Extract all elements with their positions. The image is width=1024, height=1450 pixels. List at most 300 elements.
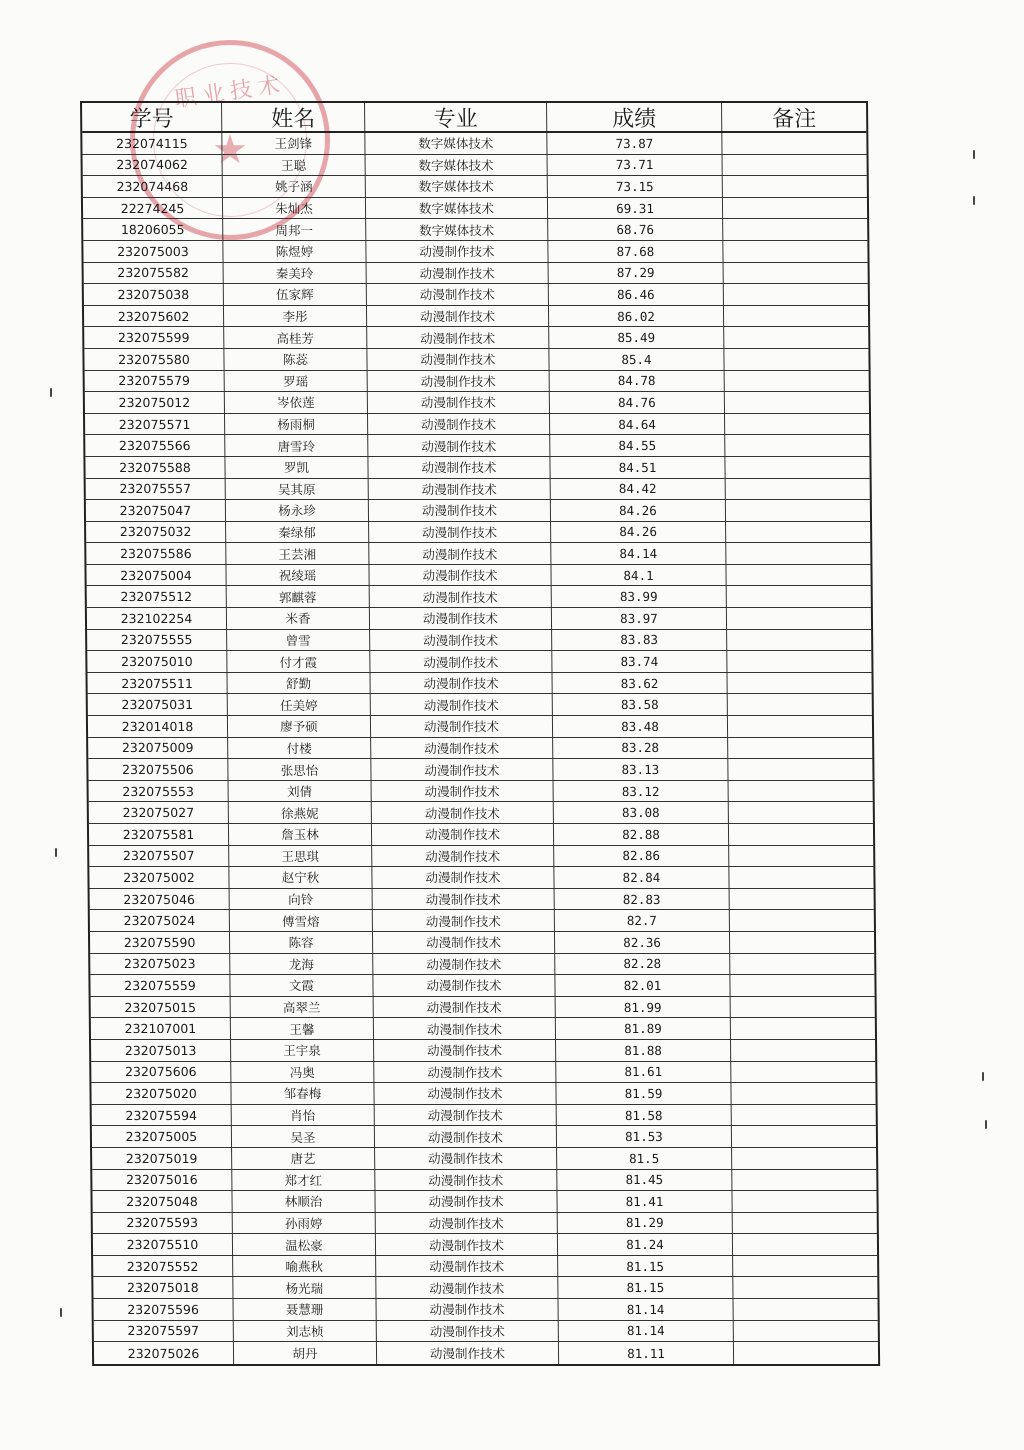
major-cell: 动漫制作技术 (367, 284, 549, 305)
major-cell: 动漫制作技术 (376, 1234, 558, 1255)
major-cell: 动漫制作技术 (373, 954, 555, 975)
table-row (86, 543, 870, 565)
name-cell: 赵宁秋 (229, 867, 372, 888)
student-id-cell: 232075004 (86, 565, 226, 586)
note-cell (727, 608, 871, 629)
table-row (92, 1191, 876, 1213)
note-cell (731, 1062, 875, 1083)
note-cell (731, 997, 875, 1018)
student-id-cell: 232075018 (93, 1277, 233, 1298)
table-row (93, 1277, 877, 1299)
score-cell: 82.36 (555, 932, 730, 953)
table-row (93, 1256, 877, 1278)
table-row (86, 522, 870, 544)
score-cell: 85.4 (549, 349, 724, 370)
major-cell: 动漫制作技术 (376, 1213, 558, 1234)
table-row (90, 910, 874, 932)
name-cell: 祝绫瑶 (226, 565, 369, 586)
table-row (83, 219, 867, 241)
student-id-cell: 232074115 (82, 133, 222, 154)
note-cell (732, 1191, 876, 1212)
major-cell: 动漫制作技术 (368, 457, 550, 478)
note-cell (724, 284, 868, 305)
name-cell: 秦绿郁 (226, 522, 369, 543)
note-cell (726, 522, 870, 543)
scan-mark (50, 388, 52, 397)
table-row (85, 457, 869, 479)
note-cell (723, 219, 867, 240)
score-cell: 83.74 (552, 651, 727, 672)
name-cell: 高翠兰 (231, 997, 374, 1018)
score-cell: 84.78 (550, 371, 725, 392)
score-cell: 84.14 (551, 543, 726, 564)
name-cell: 聂慧珊 (234, 1299, 377, 1320)
note-cell (727, 651, 871, 672)
name-cell: 付楼 (228, 738, 371, 759)
note-cell (730, 954, 874, 975)
table-row (84, 306, 868, 328)
score-cell: 84.76 (550, 392, 725, 413)
major-cell: 动漫制作技术 (371, 759, 553, 780)
note-cell (727, 630, 871, 651)
score-cell: 82.7 (555, 910, 730, 931)
name-cell: 王馨 (231, 1018, 374, 1039)
table-row (83, 155, 867, 177)
major-cell: 数字媒体技术 (366, 219, 548, 240)
note-cell (728, 738, 872, 759)
name-cell: 徐燕妮 (229, 802, 372, 823)
name-cell: 王剑锋 (222, 133, 365, 154)
note-cell (724, 327, 868, 348)
student-id-cell: 232075010 (87, 651, 227, 672)
student-id-cell: 22274245 (83, 198, 223, 219)
table-row (85, 371, 869, 393)
name-cell: 舒勤 (227, 673, 370, 694)
student-id-cell: 232075012 (85, 392, 225, 413)
name-cell: 秦美玲 (224, 263, 367, 284)
table-row (92, 1148, 876, 1170)
student-id-cell: 232075005 (92, 1126, 232, 1147)
table-row (91, 997, 875, 1019)
score-cell: 83.97 (552, 608, 727, 629)
table-row (92, 1126, 876, 1148)
note-cell (729, 802, 873, 823)
name-cell: 温松豪 (233, 1234, 376, 1255)
table-header-row (82, 103, 866, 133)
student-id-cell: 232075038 (84, 284, 224, 305)
student-id-cell: 232014018 (88, 716, 228, 737)
major-cell: 数字媒体技术 (366, 198, 548, 219)
name-cell: 冯奥 (231, 1062, 374, 1083)
table-row (88, 738, 872, 760)
major-cell: 动漫制作技术 (375, 1126, 557, 1147)
table-row (84, 284, 868, 306)
major-cell: 动漫制作技术 (372, 867, 554, 888)
score-cell: 87.68 (548, 241, 723, 262)
score-cell: 83.28 (553, 738, 728, 759)
note-cell (724, 306, 868, 327)
note-cell (723, 176, 867, 197)
name-cell: 陈蕊 (224, 349, 367, 370)
table-row (90, 932, 874, 954)
major-cell: 动漫制作技术 (368, 392, 550, 413)
score-cell: 81.15 (558, 1256, 733, 1277)
major-cell: 动漫制作技术 (370, 608, 552, 629)
table-row (92, 1105, 876, 1127)
table-row (89, 846, 873, 868)
name-cell: 龙海 (230, 954, 373, 975)
student-id-cell: 232075593 (93, 1213, 233, 1234)
header-major: 专业 (365, 103, 547, 131)
name-cell: 杨雨桐 (225, 414, 368, 435)
score-cell: 82.88 (554, 824, 729, 845)
score-cell: 83.99 (552, 586, 727, 607)
major-cell: 动漫制作技术 (374, 1062, 556, 1083)
note-cell (729, 824, 873, 845)
major-cell: 动漫制作技术 (373, 932, 555, 953)
score-cell: 86.46 (549, 284, 724, 305)
score-cell: 81.53 (557, 1126, 732, 1147)
note-cell (725, 457, 869, 478)
note-cell (725, 392, 869, 413)
note-cell (728, 694, 872, 715)
note-cell (730, 932, 874, 953)
student-id-cell: 232075553 (89, 781, 229, 802)
score-cell: 73.15 (548, 176, 723, 197)
score-cell: 81.88 (556, 1040, 731, 1061)
score-cell: 84.51 (550, 457, 725, 478)
name-cell: 吴圣 (232, 1126, 375, 1147)
note-cell (729, 846, 873, 867)
name-cell: 李彤 (224, 306, 367, 327)
student-id-cell: 232075579 (85, 371, 225, 392)
name-cell: 张思怡 (228, 759, 371, 780)
score-cell: 69.31 (548, 198, 723, 219)
scan-mark (973, 196, 975, 205)
student-id-cell: 232075032 (86, 522, 226, 543)
score-cell: 81.99 (556, 997, 731, 1018)
score-cell: 85.49 (549, 327, 724, 348)
score-cell: 84.26 (551, 500, 726, 521)
table-row (92, 1170, 876, 1192)
score-cell: 83.12 (554, 781, 729, 802)
major-cell: 动漫制作技术 (372, 802, 554, 823)
student-id-cell: 232075507 (89, 846, 229, 867)
major-cell: 动漫制作技术 (371, 694, 553, 715)
student-id-cell: 232075013 (91, 1040, 231, 1061)
student-id-cell: 232075566 (85, 435, 225, 456)
note-cell (727, 673, 871, 694)
student-id-cell: 232075552 (93, 1256, 233, 1277)
table-row (89, 781, 873, 803)
score-cell: 82.86 (554, 846, 729, 867)
student-id-cell: 232075590 (90, 932, 230, 953)
scan-mark (982, 1072, 984, 1081)
student-id-cell: 232075511 (87, 673, 227, 694)
score-cell: 84.1 (551, 565, 726, 586)
table-row (87, 630, 871, 652)
name-cell: 王聪 (223, 155, 366, 176)
major-cell: 动漫制作技术 (375, 1191, 557, 1212)
major-cell: 动漫制作技术 (369, 565, 551, 586)
student-id-cell: 232075020 (91, 1083, 231, 1104)
note-cell (731, 1018, 875, 1039)
header-note: 备注 (772, 106, 817, 131)
table-row (85, 435, 869, 457)
table-row (91, 1018, 875, 1040)
student-id-cell: 232074062 (83, 155, 223, 176)
name-cell: 唐雪玲 (225, 435, 368, 456)
student-id-cell: 232075555 (87, 630, 227, 651)
student-id-cell: 18206055 (83, 219, 223, 240)
table-row (86, 479, 870, 501)
scan-mark (973, 150, 975, 159)
note-cell (725, 414, 869, 435)
major-cell: 动漫制作技术 (374, 1040, 556, 1061)
score-cell: 83.62 (552, 673, 727, 694)
note-cell (729, 781, 873, 802)
major-cell: 动漫制作技术 (377, 1342, 559, 1364)
score-cell: 81.15 (558, 1277, 733, 1298)
major-cell: 动漫制作技术 (374, 997, 556, 1018)
name-cell: 杨光瑞 (233, 1277, 376, 1298)
name-cell: 付才霞 (227, 651, 370, 672)
table-row (88, 759, 872, 781)
name-cell: 邹春梅 (231, 1083, 374, 1104)
student-id-cell: 232075510 (93, 1234, 233, 1255)
major-cell: 动漫制作技术 (369, 543, 551, 564)
major-cell: 动漫制作技术 (371, 738, 553, 759)
student-id-cell: 232075002 (89, 867, 229, 888)
major-cell: 动漫制作技术 (367, 327, 549, 348)
note-cell (733, 1213, 877, 1234)
table-row (85, 414, 869, 436)
name-cell: 刘倩 (229, 781, 372, 802)
major-cell: 动漫制作技术 (367, 349, 549, 370)
score-cell: 81.61 (556, 1062, 731, 1083)
major-cell: 动漫制作技术 (376, 1277, 558, 1298)
scan-mark (985, 1120, 987, 1129)
score-cell: 86.02 (549, 306, 724, 327)
table-row (90, 889, 874, 911)
student-id-cell: 232102254 (87, 608, 227, 629)
major-cell: 动漫制作技术 (370, 651, 552, 672)
score-cell: 82.28 (555, 954, 730, 975)
name-cell: 傅雪熔 (230, 910, 373, 931)
scan-mark (55, 848, 57, 857)
major-cell: 动漫制作技术 (375, 1105, 557, 1126)
student-id-cell: 232075027 (89, 802, 229, 823)
student-id-cell: 232075580 (84, 349, 224, 370)
name-cell: 郭麒蓉 (227, 586, 370, 607)
major-cell: 动漫制作技术 (375, 1148, 557, 1169)
table-row (89, 824, 873, 846)
student-id-cell: 232075015 (91, 997, 231, 1018)
name-cell: 肖怡 (232, 1105, 375, 1126)
header-name: 姓名 (222, 103, 365, 131)
table-row (84, 263, 868, 285)
score-cell: 84.26 (551, 522, 726, 543)
student-id-cell: 232075559 (90, 975, 230, 996)
score-cell: 81.41 (557, 1191, 732, 1212)
table-row (93, 1234, 877, 1256)
score-cell: 83.83 (552, 630, 727, 651)
major-cell: 动漫制作技术 (373, 889, 555, 910)
score-cell: 83.13 (553, 759, 728, 780)
score-cell: 83.48 (553, 716, 728, 737)
student-id-cell: 232075024 (90, 910, 230, 931)
table-row (86, 500, 870, 522)
note-cell (723, 241, 867, 262)
student-id-cell: 232075046 (90, 889, 230, 910)
name-cell: 陈容 (230, 932, 373, 953)
note-cell (726, 500, 870, 521)
student-id-cell: 232075019 (92, 1148, 232, 1169)
table-row (82, 133, 866, 155)
table-row (86, 565, 870, 587)
score-cell: 82.01 (555, 975, 730, 996)
student-id-cell: 232075026 (94, 1342, 234, 1364)
major-cell: 动漫制作技术 (370, 673, 552, 694)
name-cell: 郑才红 (232, 1170, 375, 1191)
score-cell: 84.55 (550, 435, 725, 456)
note-cell (732, 1126, 876, 1147)
note-cell (732, 1148, 876, 1169)
note-cell (726, 543, 870, 564)
student-id-cell: 232075571 (85, 414, 225, 435)
score-cell: 73.71 (548, 155, 723, 176)
score-cell: 81.24 (558, 1234, 733, 1255)
student-id-cell: 232075602 (84, 306, 224, 327)
major-cell: 数字媒体技术 (366, 155, 548, 176)
seal-text: 职业技术 (173, 72, 288, 113)
note-cell (731, 1083, 875, 1104)
student-id-cell: 232074468 (83, 176, 223, 197)
student-id-cell: 232075512 (87, 586, 227, 607)
note-cell (726, 565, 870, 586)
score-cell: 73.87 (547, 133, 722, 154)
score-cell: 84.42 (551, 479, 726, 500)
score-cell: 81.59 (556, 1083, 731, 1104)
table-row (94, 1321, 878, 1343)
header-score: 成绩 (547, 103, 722, 131)
name-cell: 吴其原 (226, 479, 369, 500)
table-row (88, 716, 872, 738)
student-id-cell: 232075596 (94, 1299, 234, 1320)
major-cell: 动漫制作技术 (367, 263, 549, 284)
note-cell (725, 435, 869, 456)
score-cell: 68.76 (548, 219, 723, 240)
student-id-cell: 232075606 (91, 1062, 231, 1083)
score-cell: 82.84 (554, 867, 729, 888)
student-id-cell: 232075031 (88, 694, 228, 715)
note-cell (733, 1256, 877, 1277)
table-row (89, 867, 873, 889)
name-cell: 曾雪 (227, 630, 370, 651)
table-row (90, 975, 874, 997)
table-row (87, 673, 871, 695)
note-cell (728, 759, 872, 780)
name-cell: 罗瑶 (225, 371, 368, 392)
note-cell (730, 975, 874, 996)
score-cell: 81.89 (556, 1018, 731, 1039)
name-cell: 岑依莲 (225, 392, 368, 413)
student-id-cell: 232075023 (90, 954, 230, 975)
table-row (85, 392, 869, 414)
major-cell: 动漫制作技术 (368, 371, 550, 392)
table-row (88, 694, 872, 716)
note-cell (724, 263, 868, 284)
major-cell: 数字媒体技术 (366, 176, 548, 197)
table-row (83, 198, 867, 220)
table-row (94, 1299, 878, 1321)
major-cell: 动漫制作技术 (366, 241, 548, 262)
note-cell (733, 1234, 877, 1255)
score-cell: 81.14 (559, 1299, 734, 1320)
table-row (91, 1083, 875, 1105)
table-row (87, 608, 871, 630)
name-cell: 姚子涵 (223, 176, 366, 197)
student-id-cell: 232075581 (89, 824, 229, 845)
name-cell: 杨永珍 (226, 500, 369, 521)
name-cell: 廖予硕 (228, 716, 371, 737)
student-id-cell: 232075599 (84, 327, 224, 348)
name-cell: 刘志桢 (234, 1321, 377, 1342)
student-id-cell: 232075506 (88, 759, 228, 780)
name-cell: 朱灿杰 (223, 198, 366, 219)
table-body (82, 133, 878, 1364)
student-id-cell: 232075009 (88, 738, 228, 759)
major-cell: 动漫制作技术 (368, 414, 550, 435)
table-row (87, 651, 871, 673)
score-cell: 81.5 (557, 1148, 732, 1169)
student-id-cell: 232075047 (86, 500, 226, 521)
note-cell (734, 1299, 878, 1320)
table-row (91, 1040, 875, 1062)
name-cell: 胡丹 (234, 1342, 377, 1364)
table-row (87, 586, 871, 608)
note-cell (723, 155, 867, 176)
seal-star-icon: ★ (212, 127, 248, 173)
note-cell (732, 1105, 876, 1126)
major-cell: 动漫制作技术 (375, 1170, 557, 1191)
note-cell (729, 867, 873, 888)
student-id-cell: 232107001 (91, 1018, 231, 1039)
major-cell: 动漫制作技术 (370, 586, 552, 607)
student-id-cell: 232075557 (86, 479, 226, 500)
note-cell (723, 198, 867, 219)
student-id-cell: 232075048 (92, 1191, 232, 1212)
score-cell: 81.58 (557, 1105, 732, 1126)
note-cell (731, 1040, 875, 1061)
major-cell: 动漫制作技术 (370, 630, 552, 651)
score-cell: 83.08 (554, 802, 729, 823)
note-cell (722, 133, 866, 154)
name-cell: 陈煜婷 (223, 241, 366, 262)
major-cell: 动漫制作技术 (376, 1256, 558, 1277)
table-row (83, 176, 867, 198)
student-id-cell: 232075588 (85, 457, 225, 478)
name-cell: 喻燕秋 (233, 1256, 376, 1277)
major-cell: 动漫制作技术 (367, 306, 549, 327)
score-cell: 81.29 (558, 1213, 733, 1234)
table-row (91, 1062, 875, 1084)
student-id-cell: 232075594 (92, 1105, 232, 1126)
major-cell: 动漫制作技术 (368, 435, 550, 456)
name-cell: 米香 (227, 608, 370, 629)
name-cell: 王宇泉 (231, 1040, 374, 1061)
table-row (93, 1213, 877, 1235)
